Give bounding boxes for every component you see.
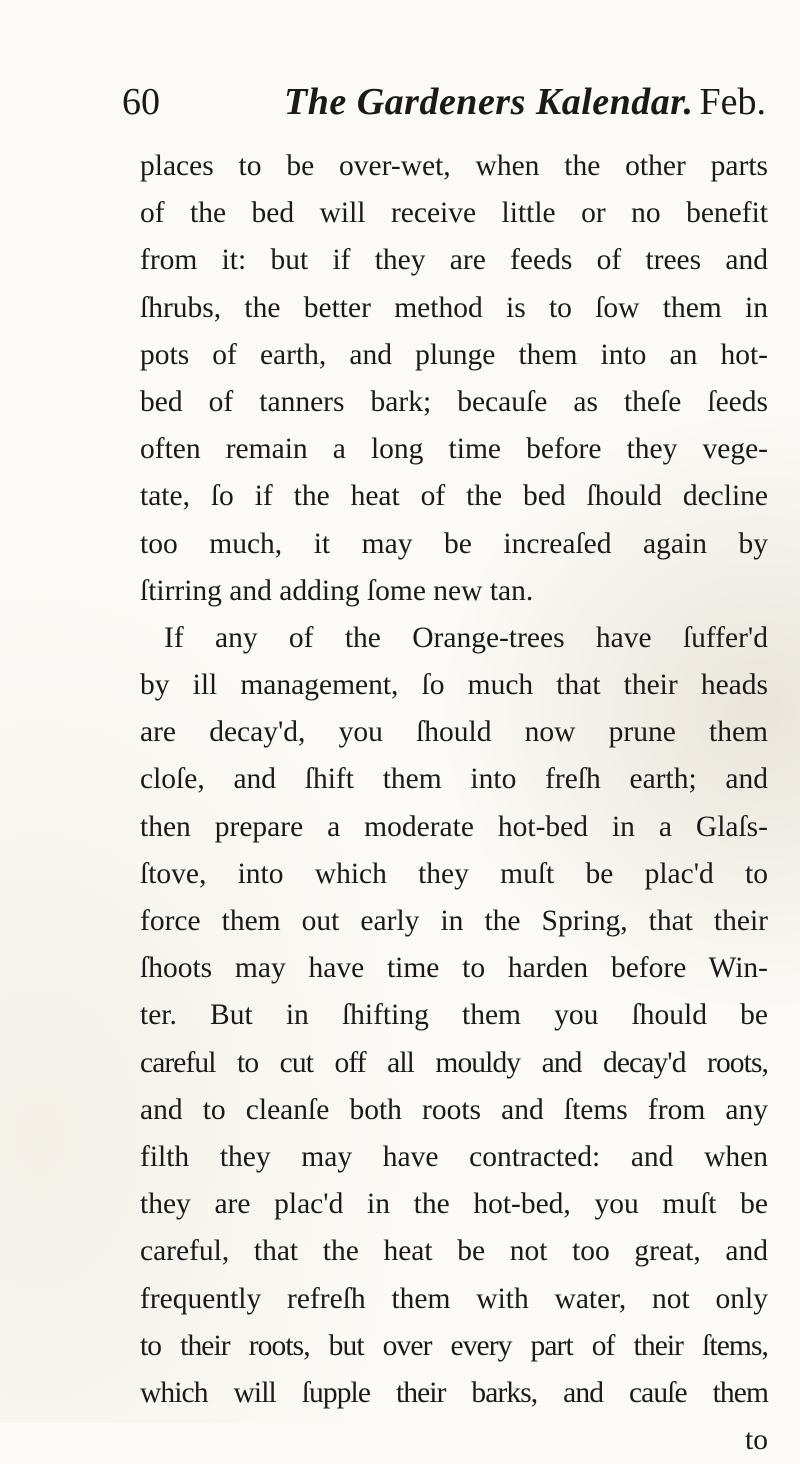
text-line: filth they may have contracted: and when <box>140 1140 768 1173</box>
text-line: and to cleanſe both roots and ſtems from any <box>140 1093 768 1126</box>
month-label: Feb. <box>699 81 766 123</box>
text-line: they are plac'd in the hot-bed, you muſt be <box>140 1188 768 1221</box>
text-line: ter. But in ſhifting them you ſhould be <box>140 999 768 1032</box>
running-title: The Gardeners Kalendar. <box>284 81 694 123</box>
text-line: ſtove, into which they muſt be plac'd to <box>140 857 768 890</box>
text-line: ſtirring and adding ſome new tan. <box>140 574 534 607</box>
text-line: force them out early in the Spring, that their <box>140 905 768 937</box>
text-line: which will ſupple their barks, and cauſe them <box>140 1376 768 1409</box>
text-line: frequently refreſh them with water, not only <box>140 1282 768 1315</box>
text-line: by ill management, ſo much that their heads <box>140 669 768 702</box>
text-line: cloſe, and ſhift them into freſh earth; and <box>140 763 768 796</box>
text-line: careful, that the heat be not too great, and <box>140 1235 768 1268</box>
text-line: ſhoots may have time to harden before Win- <box>140 952 768 985</box>
text-line: careful to cut off all mouldy and decay'd roots, <box>140 1046 768 1079</box>
text-line: tate, ſo if the heat of the bed ſhould decline <box>140 480 768 513</box>
text-line: ſhrubs, the better method is to ſow them in <box>140 291 768 324</box>
text-line: too much, it may be increaſed again by <box>140 527 768 560</box>
text-line: to their roots, but over every part of their ſtems, <box>140 1329 768 1362</box>
text-line: pots of earth, and plunge them into an hot- <box>140 338 768 371</box>
text-line: are decay'd, you ſhould now prune them <box>140 716 768 749</box>
text-line: places to be over-wet, when the other parts <box>140 150 768 182</box>
catchword: to <box>745 1424 768 1457</box>
text-line: often remain a long time before they vege- <box>140 433 768 466</box>
text-line: bed of tanners bark; becauſe as theſe ſeeds <box>140 385 768 418</box>
paragraph-start-line: If any of the Orange-trees have ſuffer'd <box>164 621 768 654</box>
text-line: of the bed will receive little or no benefit <box>140 197 768 230</box>
text-line: from it: but if they are feeds of trees and <box>140 244 768 277</box>
text-line: then prepare a moderate hot-bed in a Glaſs- <box>140 810 768 843</box>
running-header <box>122 80 772 140</box>
body-text <box>140 143 768 1464</box>
page-number: 60 <box>122 81 160 123</box>
